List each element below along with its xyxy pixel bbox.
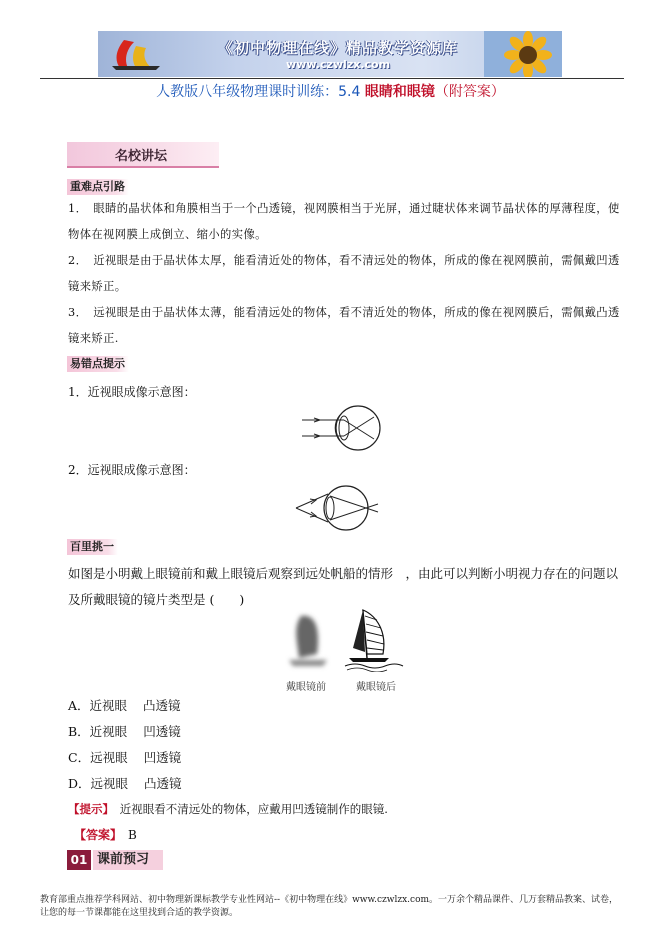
caption-after: 戴眼镜后 [356, 682, 396, 693]
header-rule [40, 78, 624, 79]
footer-text: 教育部重点推荐学科网站、初中物理新课标教学专业性网站--《初中物理在线》www.czwlzx.com。一万余个精品课件、几万套精品教案、试卷，让您的每一节课都能在这里找到合适的教学资源。 [40, 895, 619, 918]
myopia-diagram-label: 1．近视眼成像示意图： [68, 385, 196, 399]
blurred-sailboat-image [283, 610, 333, 672]
banner-url[interactable]: www.czwlzx.com [286, 58, 391, 71]
key-point-1: 1． 眼睛的晶状体和角膜相当于一个凸透镜，视网膜相当于光屏，通过睫状体来调节晶状体的厚薄程度，使物体在视网膜上成倒立、缩小的实像。 [68, 202, 620, 241]
tag-challenge: 百里挑一 [67, 539, 118, 555]
option-c[interactable]: C．远视眼 凹透镜 [68, 750, 182, 765]
sunflower-icon [484, 31, 562, 77]
tag-key-points: 重难点引路 [67, 179, 129, 195]
clear-sailboat-image [343, 606, 405, 672]
option-a[interactable]: A．近视眼 凸透镜 [68, 698, 181, 713]
question-text: 如图是小明戴上眼镜前和戴上眼镜后观察到远处帆船的情形 ，由此可以判断小明视力存在的问题以及所戴眼镜的镜片类型是 ( ) [68, 566, 619, 607]
caption-before: 戴眼镜前 [286, 682, 326, 693]
page-title: 人教版八年级物理课时训练：5.4 眼睛和眼镜（附答案） [156, 84, 505, 100]
banner-logo-icon [106, 36, 166, 72]
header-banner [98, 31, 562, 77]
tag-mistakes: 易错点提示 [67, 356, 129, 372]
hint: 【提示】 近视眼看不清远处的物体，应戴用凹透镜制作的眼镜. [68, 802, 388, 816]
option-d[interactable]: D．远视眼 凸透镜 [68, 776, 182, 791]
answer: 【答案】 B [74, 828, 137, 842]
banner-title: 《初中物理在线》精品教学资源库 [218, 39, 459, 57]
myopia-diagram [300, 403, 390, 453]
hyperopia-diagram-label: 2．远视眼成像示意图： [68, 463, 196, 477]
key-point-3: 3． 远视眼是由于晶状体太薄，能看清远处的物体，看不清近处的物体，所成的像在视网膜后，需佩戴凸透镜来矫正. [68, 306, 620, 345]
key-point-2: 2． 近视眼是由于晶状体太厚，能看清近处的物体，看不清远处的物体，所成的像在视网膜前，需佩戴凹透镜来矫正。 [68, 254, 620, 293]
option-b[interactable]: B．近视眼 凹透镜 [68, 724, 181, 739]
hyperopia-diagram [292, 482, 382, 532]
section-header-mingxiao: 名校讲坛 [67, 142, 219, 168]
